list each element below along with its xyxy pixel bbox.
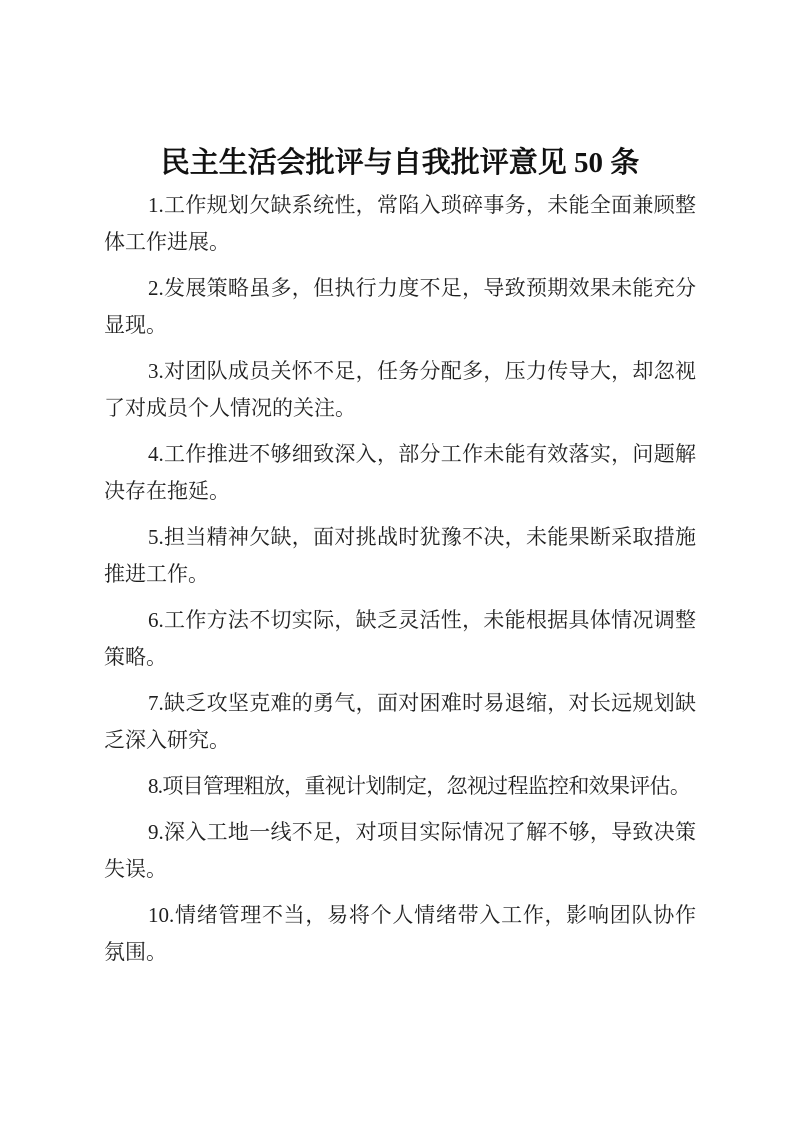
list-item-6-line-2: 策略。 <box>104 645 167 669</box>
list-item-9-line-1: 9.深入工地一线不足，对项目实际情况了解不够，导致决策 <box>148 820 696 844</box>
list-item-2 <box>104 270 696 344</box>
list-item-7-line-1: 7.缺乏攻坚克难的勇气，面对困难时易退缩，对长远规划缺 <box>148 691 696 715</box>
list-item-2-line-2: 显现。 <box>104 313 167 337</box>
list-item-2-line-1: 2.发展策略虽多，但执行力度不足，导致预期效果未能充分 <box>148 276 696 300</box>
list-item-1-line-1: 1.工作规划欠缺系统性，常陷入琐碎事务，未能全面兼顾整 <box>148 193 696 217</box>
list-item-3-line-1: 3.对团队成员关怀不足，任务分配多，压力传导大，却忽视 <box>148 359 696 383</box>
list-item-9-line-2: 失误。 <box>104 857 167 881</box>
list-item-7 <box>104 685 696 759</box>
list-item-3 <box>104 353 696 427</box>
list-item-1 <box>104 187 696 261</box>
list-item-10-line-1: 10.情绪管理不当，易将个人情绪带入工作，影响团队协作 <box>148 903 696 927</box>
list-item-8 <box>104 768 696 805</box>
list-item-3-line-2: 了对成员个人情况的关注。 <box>104 396 356 420</box>
list-item-10 <box>104 897 696 971</box>
list-item-5 <box>104 519 696 593</box>
list-item-4 <box>104 436 696 510</box>
list-item-5-line-2: 推进工作。 <box>104 562 209 586</box>
list-item-9 <box>104 814 696 888</box>
document-title: 民主生活会批评与自我批评意见 50 条 <box>160 147 640 179</box>
list-item-6 <box>104 602 696 676</box>
list-item-5-line-1: 5.担当精神欠缺，面对挑战时犹豫不决，未能果断采取措施 <box>148 525 696 549</box>
list-item-8-line-1: 8.项目管理粗放，重视计划制定，忽视过程监控和效果评估。 <box>148 774 691 798</box>
list-item-1-line-2: 体工作进展。 <box>104 230 230 254</box>
list-item-4-line-2: 决存在拖延。 <box>104 479 230 503</box>
list-item-6-line-1: 6.工作方法不切实际，缺乏灵活性，未能根据具体情况调整 <box>148 608 696 632</box>
list-item-4-line-1: 4.工作推进不够细致深入，部分工作未能有效落实，问题解 <box>148 442 696 466</box>
list-item-10-line-2: 氛围。 <box>104 940 167 964</box>
list-item-7-line-2: 乏深入研究。 <box>104 728 230 752</box>
